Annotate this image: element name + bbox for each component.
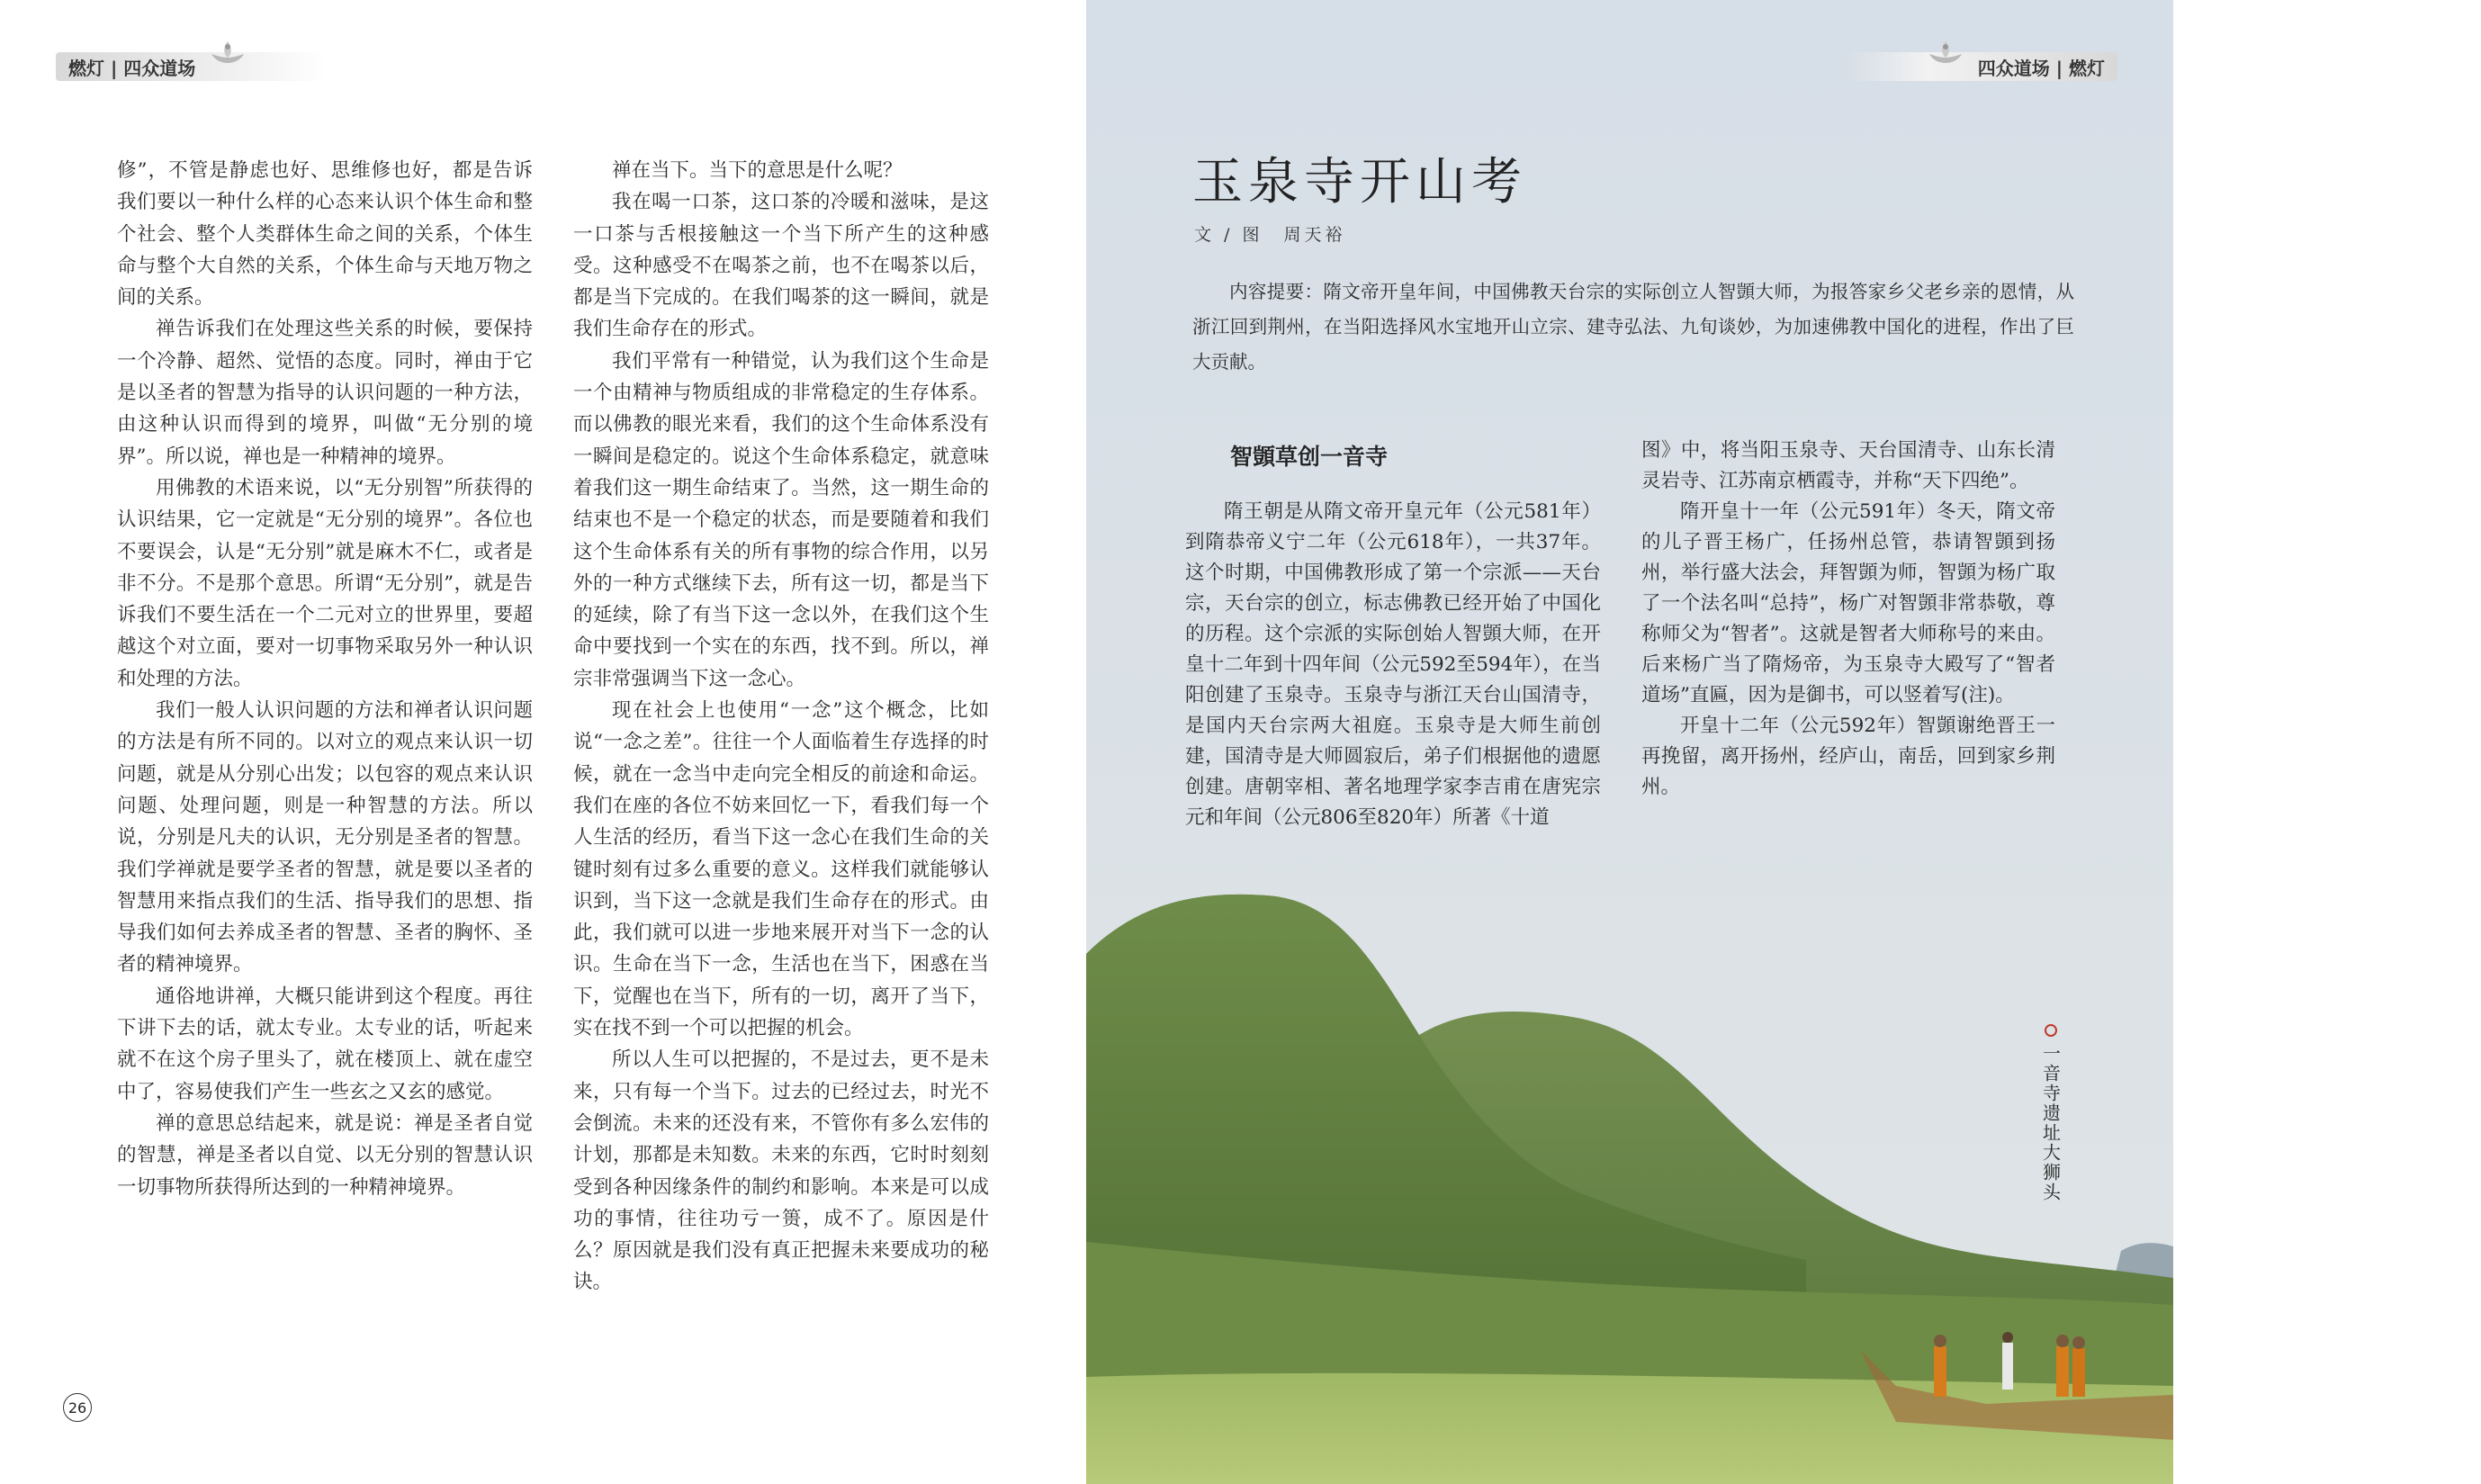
paragraph: 我们平常有一种错觉，认为我们这个生命是一个由精神与物质组成的非常稳定的生存体系。而以佛教的眼光来看，我们的这个生命体系没有一瞬间是稳定的。说这个生命体系稳定，就意味着我们这一期生命结束了。当然，这一期生命的结束也不是一个稳定的状态，而是要随着和我们这个生命体系有关的所有事物的综合作用，以另外的一种方式继续下去，所有这一切，都是当下的延续，除了有当下这一念以外，在我们这个生命中要找到一个实在的东西，找不到。所以，禅宗非常强调当下这一念心。 [573,349,989,690]
paragraph: 用佛教的术语来说，以“无分别智”所获得的认识结果，它一定就是“无分别的境界”。各位也不要误会，认是“无分别”就是麻木不仁，或者是非不分。不是那个意思。所谓“无分别”，就是告诉我们不要生活在一个二元对立的世界里，要超越这个对立面，要对一切事物采取另外一种认识和处理的方法。 [117,476,533,690]
article-abstract [1192,274,2074,380]
header-left-text: 燃灯 | 四众道场 [68,57,196,79]
paragraph: 现在社会上也使用“一念”这个概念，比如说“一念之差”。往往一个人面临着生存选择的时候，就在一念当中走向完全相反的前途和命运。我们在座的各位不妨来回忆一下，看我们每一个人生活的经历，看当下这一念心在我们生命的关键时刻有过多么重要的意义。这样我们就能够认识到，当下这一念就是我们生命存在的形式。由此，我们就可以进一步地来展开对当下一念的认识。生命在当下一念，生活也在当下，困惑在当下，觉醒也在当下，所有的一切，离开了当下，实在找不到一个可以把握的机会。 [573,699,989,1040]
lotus-buddha-icon [1926,36,1965,76]
paragraph: 禅在当下。当下的意思是什么呢？ [612,159,903,182]
lotus-buddha-icon [208,36,247,76]
header-right-text: 四众道场 | 燃灯 [1977,57,2105,79]
paragraph: 禅的意思总结起来，就是说：禅是圣者自觉的智慧，禅是圣者以自觉、以无分别的智慧认识一切事物所获得所达到的一种精神境界。 [117,1111,533,1199]
paragraph: 隋王朝是从隋文帝开皇元年（公元581年）到隋恭帝义宁二年（公元618年），一共37年。这个时期，中国佛教形成了第一个宗派——天台宗，天台宗的创立，标志佛教已经开始了中国化的历程。这个宗派的实际创始人智顗大师，在开皇十二年到十四年间（公元592至594年），在当阳创建了玉泉寺。玉泉寺与浙江天台山国清寺，是国内天台宗两大祖庭。玉泉寺是大师生前创建，国清寺是大师圆寂后，弟子们根据他的遗愿创建。唐朝宰相、著名地理学家李吉甫在唐宪宗元和年间（公元806至820年）所著《十道 [1185,500,1601,829]
left-column-2 [573,155,989,1299]
paragraph: 通俗地讲禅，大概只能讲到这个程度。再往下讲下去的话，就太专业。太专业的话，听起来就不在这个房子里头了，就在楼顶上、就在虚空中了，容易使我们产生一些玄之又玄的感觉。 [117,985,533,1103]
paragraph: 我们一般人认识问题的方法和禅者认识问题的方法是有所不同的。以对立的观点来认识一切问题，就是从分别心出发；以包容的观点来认识问题、处理问题，则是一种智慧的方法。所以说，分别是凡夫的认识，无分别是圣者的智慧。我们学禅就是要学圣者的智慧，就是要以圣者的智慧用来指点我们的生活、指导我们的思想、指导我们如何去养成圣者的智慧、圣者的胸怀、圣者的精神境界。 [117,699,533,976]
paragraph: 图》中，将当阳玉泉寺、天台国清寺、山东长清灵岩寺、江苏南京栖霞寺，并称“天下四绝”。 [1641,439,2055,492]
page-number-right: 27 [2452,1391,2481,1420]
paragraph: 所以人生可以把握的，不是过去，更不是未来，只有每一个当下。过去的已经过去，时光不会倒流。未来的还没有来，不管你有多么宏伟的计划，那都是未知数。未来的东西，它时时刻刻受到各种因缘条件的制约和影响。本来是可以成功的事情，往往功亏一篑，成不了。原因是什么？原因就是我们没有真正把握未来要成功的秘诀。 [573,1048,989,1294]
paragraph: 开皇十二年（公元592年）智顗谢绝晋王一再挽留，离开扬州，经庐山，南岳，回到家乡荆州。 [1641,715,2055,798]
photo-caption: 一音寺遗址大狮头 [2039,1044,2062,1202]
left-page [0,0,1086,1484]
caption-marker-icon [2045,1024,2057,1037]
right-column-2 [1641,436,2055,803]
paragraph: 隋开皇十一年（公元591年）冬天，隋文帝的儿子晋王杨广，任扬州总管，恭请智顗到扬州，举行盛大法会，拜智顗为师，智顗为杨广取了一个法名叫“总持”，杨广对智顗非常恭敬，尊称师父为“智者”。这就是智者大师称号的来由。后来杨广当了隋炀帝，为玉泉寺大殿写了“智者道场”直匾，因为是御书，可以竖着写(注)。 [1641,500,2055,706]
article-title: 玉泉寺开山考 [1192,153,1527,211]
article-byline: 文 / 图 周天裕 [1194,225,1346,245]
page-number-left: 26 [63,1393,92,1422]
paragraph: 修”，不管是静虑也好、思维修也好，都是告诉我们要以一种什么样的心态来认识个体生命和整个社会、整个人类群体生命之间的关系，个体生命与整个大自然的关系，个体生命与天地万物之间的关系。 [117,159,533,310]
right-column-1 [1185,497,1601,833]
paragraph: 我在喝一口茶，这口茶的冷暖和滋味，是这一口茶与舌根接触这一个当下所产生的这种感受。这种感受不在喝茶之前，也不在喝茶以后，都是当下完成的。在我们喝茶的这一瞬间，就是我们生命存在的形式。 [573,191,989,341]
header-left [56,52,326,81]
right-page [1086,0,2477,1484]
abstract-text: 隋文帝开皇年间，中国佛教天台宗的实际创立人智顗大师，为报答家乡父老乡亲的恩情，从浙江回到荆州，在当阳选择风水宝地开山立宗、建寺弘法、九旬谈妙，为加速佛教中国化的进程，作出了巨大贡献。 [1192,281,2074,373]
photo-caption-block [2037,1024,2064,1202]
section-heading: 智顗草创一音寺 [1230,444,1389,470]
left-column-1 [117,155,533,1203]
header-right [1847,52,2117,81]
paragraph: 禅告诉我们在处理这些关系的时候，要保持一个冷静、超然、觉悟的态度。同时，禅由于它是以圣者的智慧为指导的认识问题的一种方法，由这种认识而得到的境界，叫做“无分别的境界”。所以说，禅也是一种精神的境界。 [117,318,533,468]
abstract-label: 内容提要： [1229,281,1324,302]
